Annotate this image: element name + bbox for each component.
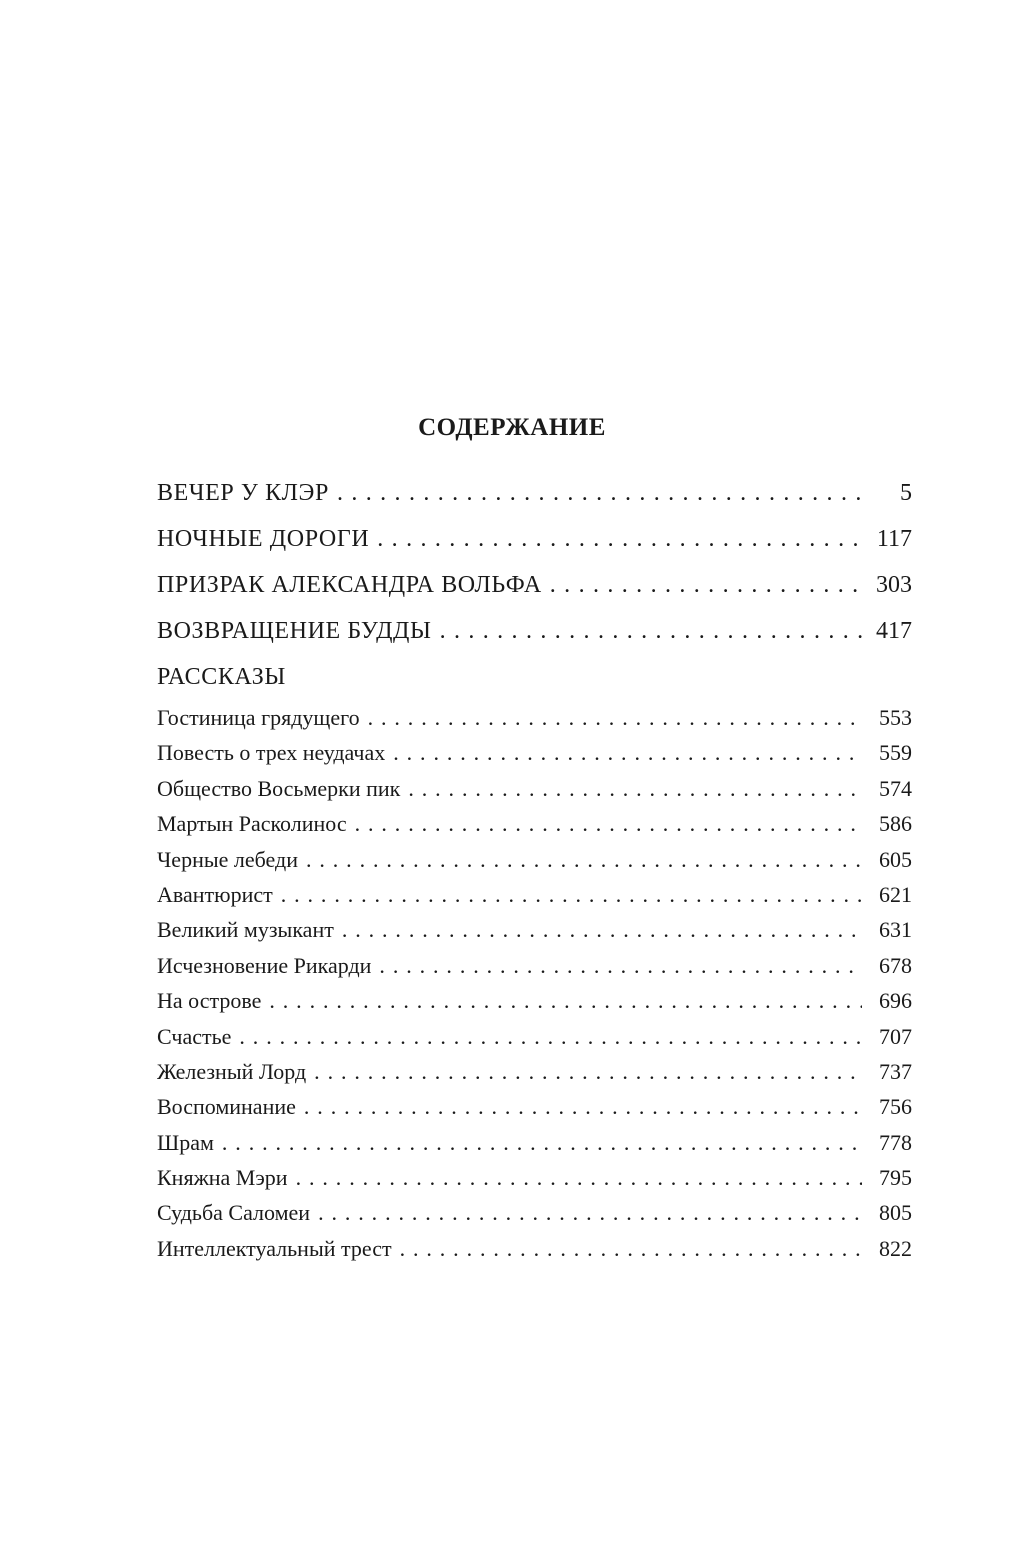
- toc-entry-page: 5: [900, 480, 912, 506]
- toc-entry[interactable]: [157, 771, 912, 806]
- dot-leader: [440, 608, 862, 654]
- toc-entry[interactable]: [157, 735, 912, 770]
- toc-entry-page: 737: [879, 1058, 912, 1084]
- toc-entry[interactable]: [157, 1089, 912, 1124]
- toc-entry[interactable]: [157, 608, 912, 654]
- dot-leader: [368, 700, 862, 735]
- dot-leader: [304, 1089, 862, 1124]
- toc-entry[interactable]: [157, 1195, 912, 1230]
- toc-entry[interactable]: [157, 842, 912, 877]
- dot-leader: [269, 983, 862, 1018]
- toc-entry[interactable]: [157, 877, 912, 912]
- toc-entry[interactable]: [157, 1231, 912, 1266]
- dot-leader: [408, 771, 862, 806]
- toc-entry-title: Общество Восьмерки пик: [157, 775, 401, 801]
- dot-leader: [342, 912, 862, 947]
- toc-entry-title: Железный Лорд: [157, 1058, 307, 1084]
- section-heading: РАССКАЗЫ: [157, 664, 286, 690]
- toc-entry-title: Воспоминание: [157, 1094, 296, 1120]
- toc-entry-page: 822: [879, 1235, 912, 1261]
- dot-leader: [550, 562, 862, 608]
- toc-entry-page: 795: [879, 1165, 912, 1191]
- toc-entry-title: Шрам: [157, 1129, 214, 1155]
- dot-leader: [239, 1019, 862, 1054]
- toc-entry[interactable]: [157, 516, 912, 562]
- toc-entry-title: Великий музыкант: [157, 917, 334, 943]
- toc-entry[interactable]: [157, 1019, 912, 1054]
- toc-entry-page: 117: [876, 526, 912, 552]
- toc-entry[interactable]: [157, 983, 912, 1018]
- toc-entry[interactable]: [157, 1125, 912, 1160]
- dot-leader: [377, 516, 862, 562]
- toc-entry-page: 696: [879, 988, 912, 1014]
- toc-entry[interactable]: [157, 470, 912, 516]
- dot-leader: [314, 1054, 862, 1089]
- page-title: СОДЕРЖАНИЕ: [418, 414, 606, 441]
- toc-entry[interactable]: [157, 1054, 912, 1089]
- toc-entry[interactable]: [157, 806, 912, 841]
- toc-entry-title: НОЧНЫЕ ДОРОГИ: [157, 526, 370, 552]
- dot-leader: [337, 470, 862, 516]
- toc-entry[interactable]: [157, 912, 912, 947]
- toc-entry-page: 559: [879, 740, 912, 766]
- toc-entry[interactable]: [157, 948, 912, 983]
- toc-entry-title: Исчезновение Рикарди: [157, 952, 372, 978]
- toc-entry-title: ВОЗВРАЩЕНИЕ БУДДЫ: [157, 618, 432, 644]
- dot-leader: [355, 806, 862, 841]
- toc-entry-title: На острове: [157, 988, 262, 1014]
- dot-leader: [318, 1195, 862, 1230]
- dot-leader: [379, 948, 862, 983]
- toc-entry-title: Княжна Мэри: [157, 1165, 288, 1191]
- toc-entry-title: Гостиница грядущего: [157, 705, 360, 730]
- toc-entry-page: 621: [879, 881, 912, 907]
- toc-entry-page: 303: [876, 572, 912, 598]
- dot-leader: [222, 1125, 862, 1160]
- toc-entry-title: ВЕЧЕР У КЛЭР: [157, 480, 329, 506]
- toc-entry-title: ПРИЗРАК АЛЕКСАНДРА ВОЛЬФА: [157, 572, 542, 598]
- toc-entry-page: 756: [879, 1094, 912, 1120]
- dot-leader: [306, 842, 862, 877]
- toc-entry[interactable]: [157, 562, 912, 608]
- toc-entry-page: 678: [879, 952, 912, 978]
- toc-entry-title: Счастье: [157, 1023, 232, 1049]
- toc-entry-page: 805: [879, 1200, 912, 1226]
- toc-entry-page: 553: [879, 705, 912, 730]
- toc-entry-page: 417: [876, 618, 912, 644]
- toc-entry[interactable]: [157, 700, 912, 735]
- dot-leader: [400, 1231, 862, 1266]
- toc-entry-title: Черные лебеди: [157, 846, 298, 872]
- toc-entry-title: Интеллектуальный трест: [157, 1235, 392, 1261]
- toc-entry-page: 586: [879, 811, 912, 837]
- toc-entry-title: Повесть о трех неудачах: [157, 740, 386, 766]
- toc-entry-title: Авантюрист: [157, 881, 273, 907]
- toc-entry-page: 631: [879, 917, 912, 943]
- toc-entry-title: Судьба Саломеи: [157, 1200, 311, 1226]
- toc-entry-page: 707: [879, 1023, 912, 1049]
- toc-entry-page: 605: [879, 846, 912, 872]
- toc-entry[interactable]: [157, 1160, 912, 1195]
- dot-leader: [281, 877, 862, 912]
- toc-entry-page: 574: [879, 775, 912, 801]
- table-of-contents: [157, 470, 912, 1266]
- dot-leader: [296, 1160, 862, 1195]
- toc-entry-page: 778: [879, 1129, 912, 1155]
- dot-leader: [393, 735, 862, 770]
- toc-entry-title: Мартын Расколинос: [157, 811, 347, 837]
